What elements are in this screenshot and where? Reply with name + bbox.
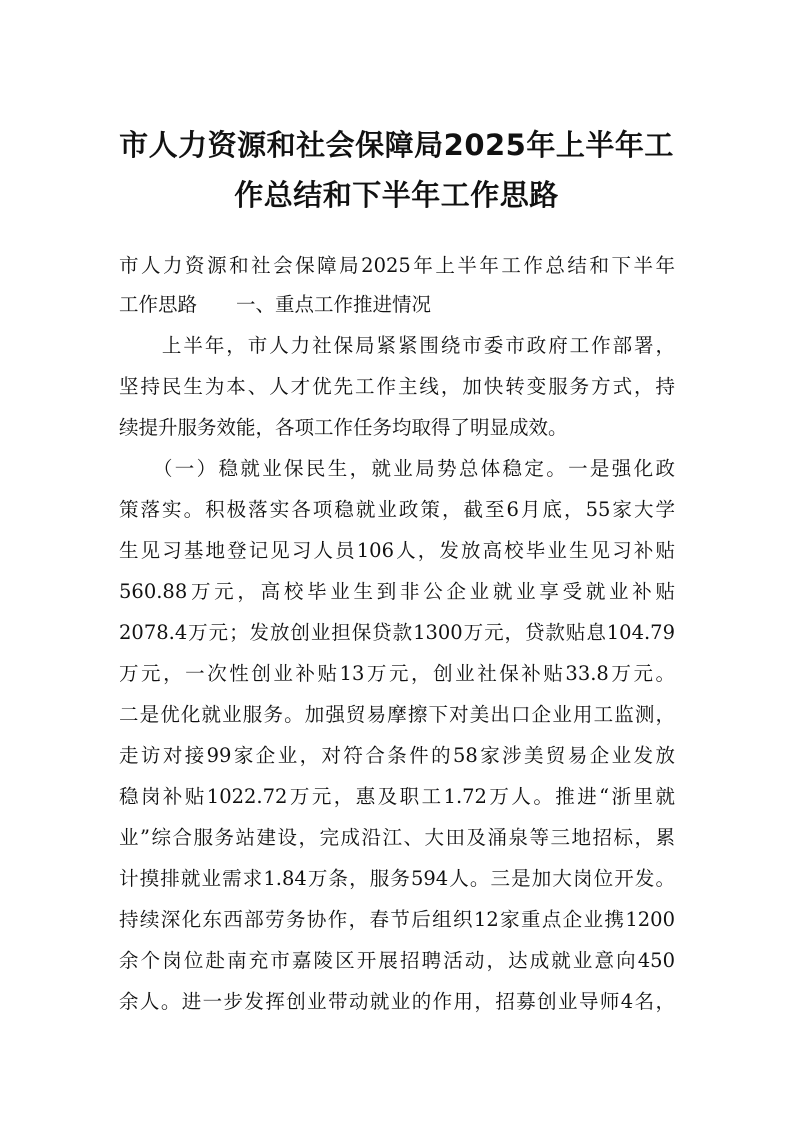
document-title-line-1: 市人力资源和社会保障局2025年上半年工 — [119, 128, 674, 162]
body-line: 走访对接99家企业，对符合条件的58家涉美贸易企业发放 — [119, 744, 675, 767]
body-line: 策落实。积极落实各项稳就业政策，截至6月底，55家大学 — [119, 498, 675, 521]
body-line: 业”综合服务站建设，完成沿江、大田及涌泉等三地招标，累 — [119, 826, 675, 849]
body-line: 2078.4万元；发放创业担保贷款1300万元，贷款贴息104.79 — [119, 621, 675, 644]
body-line: 工作思路 一、重点工作推进情况 — [119, 293, 432, 316]
body-line: 市人力资源和社会保障局2025年上半年工作总结和下半年 — [119, 254, 675, 277]
body-line: 万元，一次性创业补贴13万元，创业社保补贴33.8万元。 — [119, 662, 675, 685]
body-line: 二是优化就业服务。加强贸易摩擦下对美出口企业用工监测， — [119, 703, 675, 726]
body-line: 上半年，市人力社保局紧紧围绕市委市政府工作部署， — [119, 334, 675, 357]
body-line: 坚持民生为本、人才优先工作主线，加快转变服务方式，持 — [119, 375, 675, 398]
body-line: 持续深化东西部劳务协作，春节后组织12家重点企业携1200 — [119, 908, 675, 931]
body-line: （一）稳就业保民生，就业局势总体稳定。一是强化政 — [119, 457, 675, 480]
body-line: 560.88万元，高校毕业生到非公企业就业享受就业补贴 — [119, 580, 675, 603]
body-line: 余个岗位赴南充市嘉陵区开展招聘活动，达成就业意向450 — [119, 949, 675, 972]
body-line: 续提升服务效能，各项工作任务均取得了明显成效。 — [119, 416, 568, 439]
document-title-line-2: 作总结和下半年工作思路 — [234, 178, 559, 212]
body-line: 稳岗补贴1022.72万元，惠及职工1.72万人。推进“浙里就 — [119, 785, 675, 808]
body-line: 计摸排就业需求1.84万条，服务594人。三是加大岗位开发。 — [119, 867, 675, 890]
body-line: 余人。进一步发挥创业带动就业的作用，招募创业导师4名， — [119, 990, 675, 1013]
body-line: 生见习基地登记见习人员106人，发放高校毕业生见习补贴 — [119, 539, 675, 562]
